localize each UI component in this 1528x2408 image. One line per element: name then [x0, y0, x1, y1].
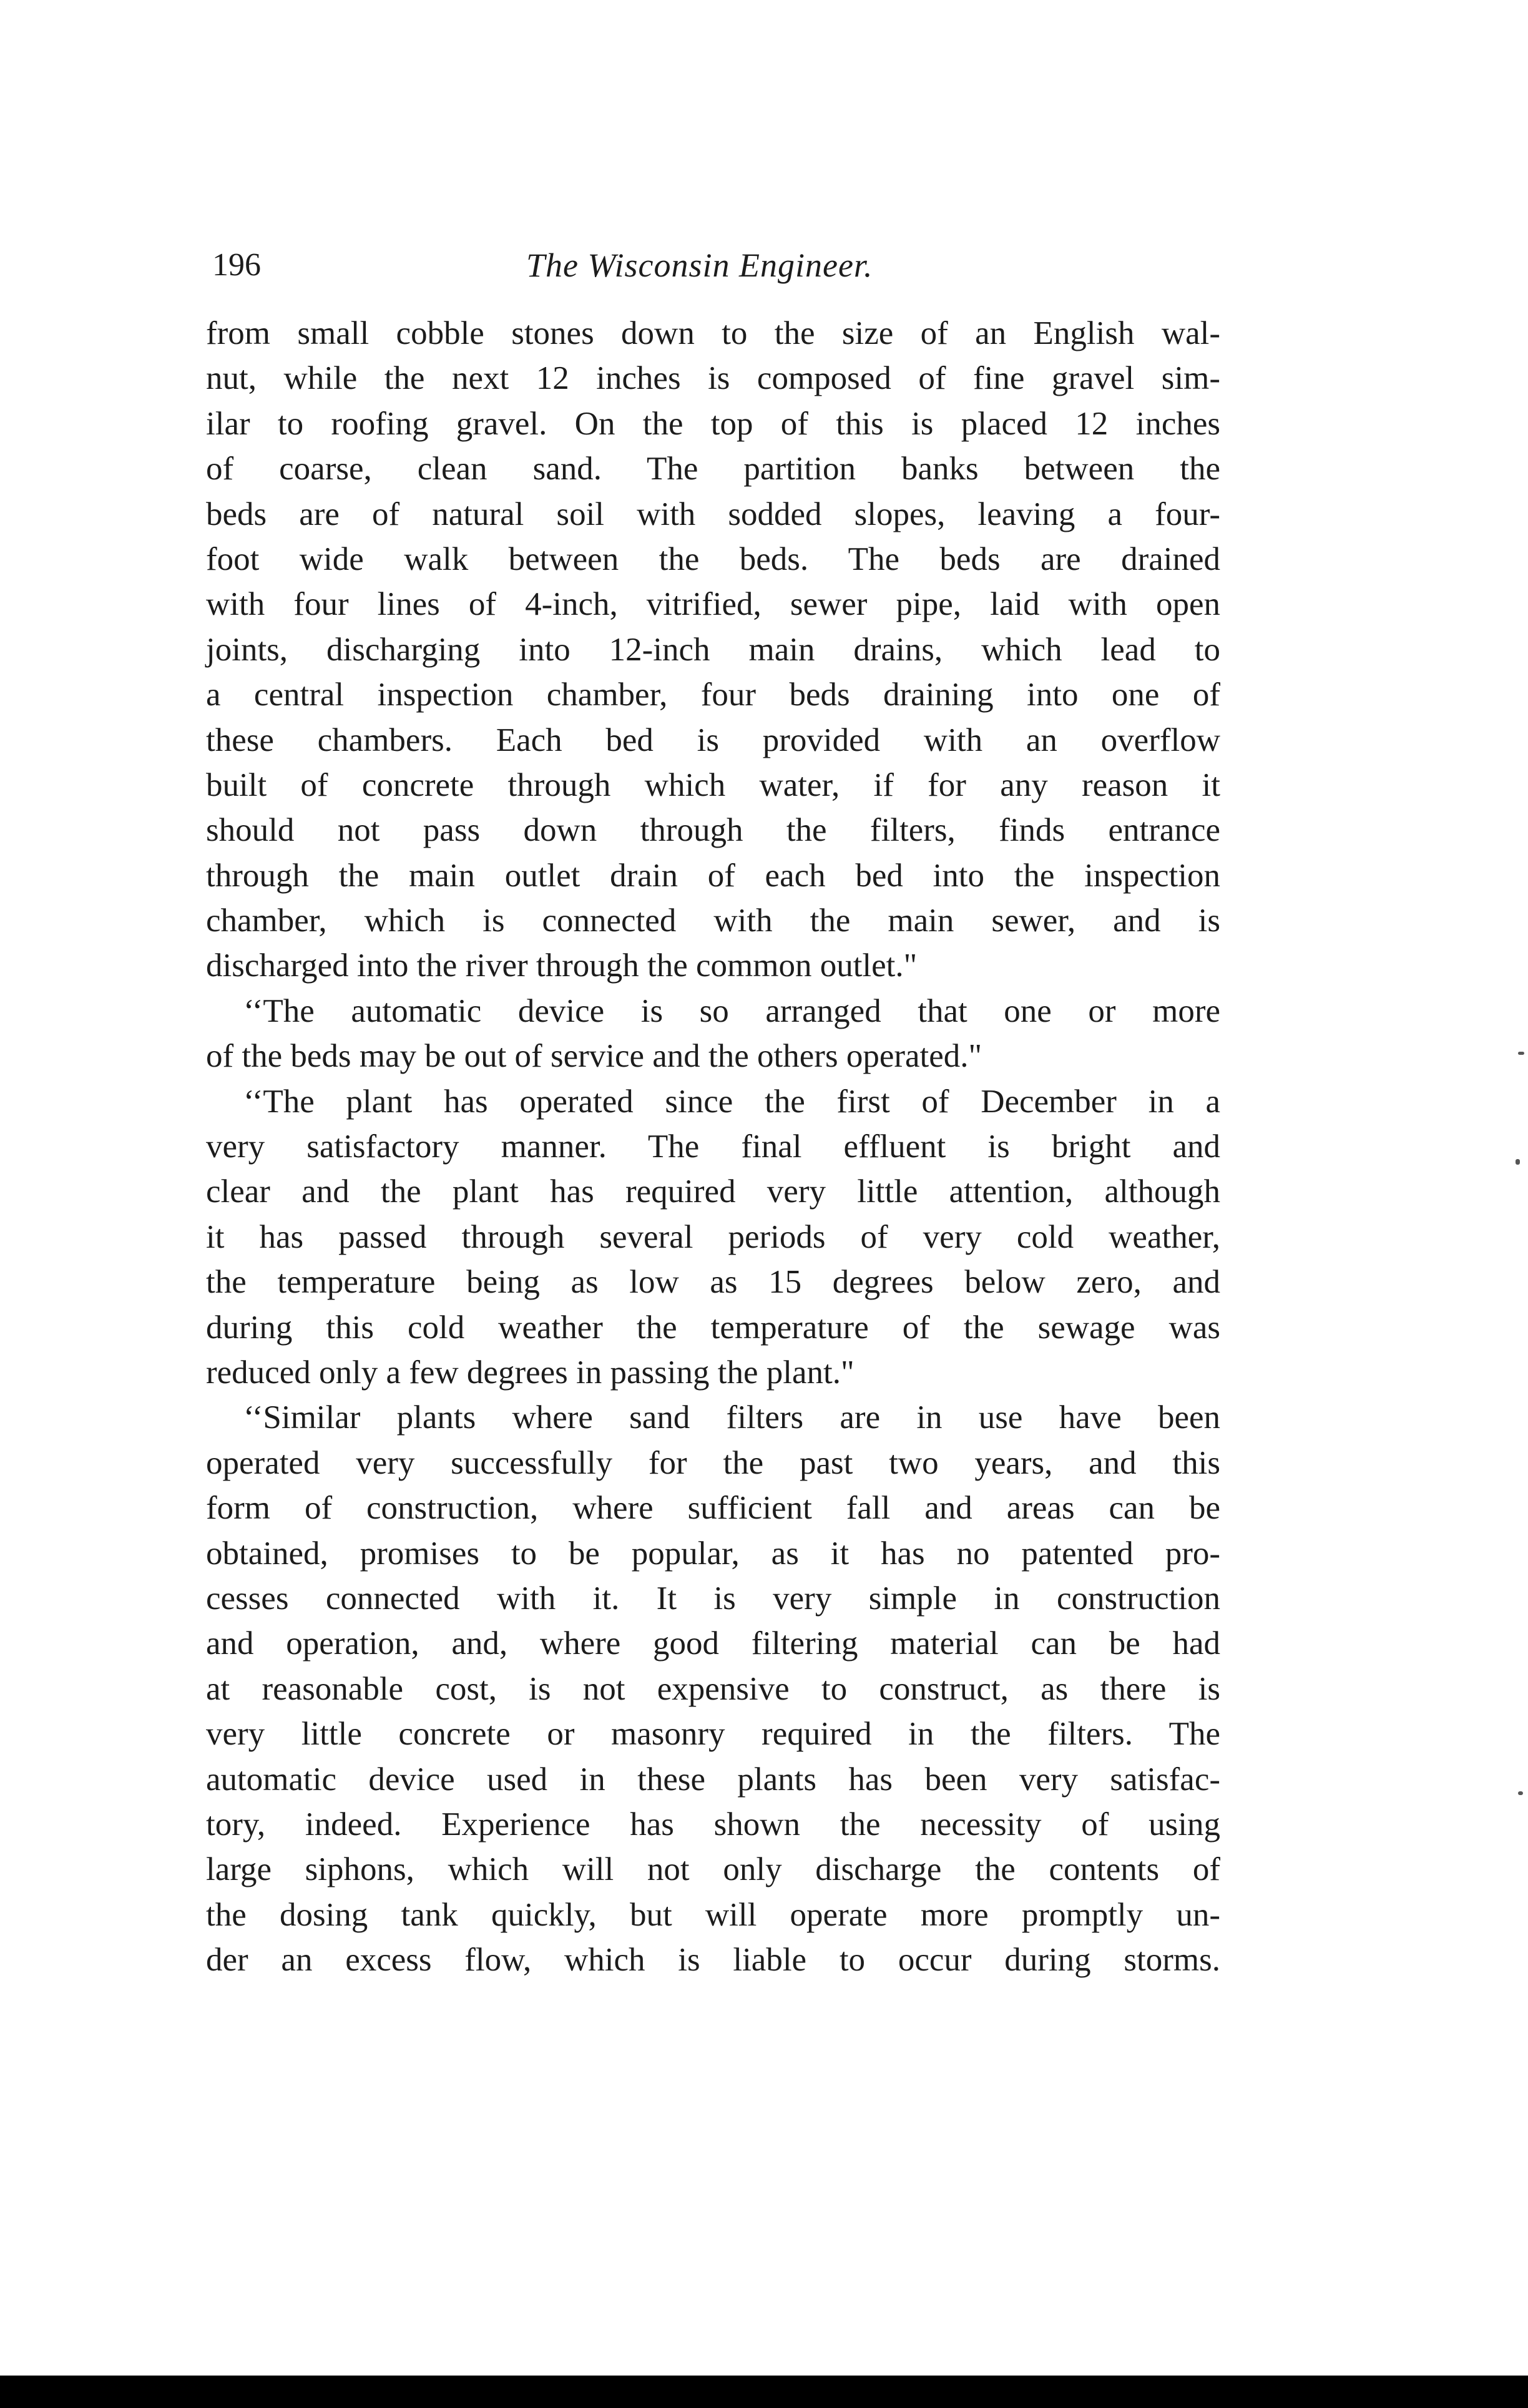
- text-line: from small cobble stones down to the size of an English wal-: [206, 315, 1220, 351]
- text-line: the dosing tank quickly, but will operate more promptly un-: [206, 1896, 1220, 1933]
- text-line: joints, discharging into 12-inch main drains, which lead to: [206, 631, 1220, 668]
- text-line: der an excess flow, which is liable to occur during storms.: [206, 1942, 1220, 1979]
- text-line: foot wide walk between the beds. The beds are drained: [206, 541, 1220, 577]
- text-line: of the beds may be out of service and the others operated.": [206, 1038, 982, 1075]
- paragraph-start-line: ‘‘The automatic device is so arranged that one or more: [243, 992, 1220, 1029]
- text-line: and operation, and, where good filtering material can be had: [206, 1625, 1220, 1662]
- text-line: a central inspection chamber, four beds draining into one of: [206, 677, 1220, 713]
- text-line: obtained, promises to be popular, as it has no patented pro-: [206, 1535, 1220, 1572]
- text-line: of coarse, clean sand. The partition banks between the: [206, 451, 1220, 487]
- text-line: large siphons, which will not only discharge the contents of: [206, 1851, 1220, 1888]
- text-line: the temperature being as low as 15 degrees below zero, and: [206, 1264, 1220, 1301]
- text-line: at reasonable cost, is not expensive to construct, as there is: [206, 1670, 1220, 1707]
- text-line: chamber, which is connected with the main sewer, and is: [206, 903, 1220, 939]
- body-text: [206, 311, 1220, 1982]
- text-line: very satisfactory manner. The final effluent is bright and: [206, 1128, 1220, 1165]
- text-line: nut, while the next 12 inches is composed of fine gravel sim-: [206, 360, 1220, 397]
- text-line: automatic device used in these plants has been very satisfac-: [206, 1761, 1220, 1798]
- text-line: during this cold weather the temperature of the sewage was: [206, 1309, 1220, 1346]
- text-line: ilar to roofing gravel. On the top of this is placed 12 inches: [206, 405, 1220, 442]
- text-line: beds are of natural soil with sodded slopes, leaving a four-: [206, 496, 1220, 532]
- running-head: The Wisconsin Engineer.: [526, 247, 873, 284]
- text-line: built of concrete through which water, if for any reason it: [206, 766, 1220, 803]
- text-line: reduced only a few degrees in passing the plant.": [206, 1354, 855, 1391]
- text-line: operated very successfully for the past two years, and this: [206, 1444, 1220, 1481]
- text-line: with four lines of 4-inch, vitrified, sewer pipe, laid with open: [206, 586, 1220, 623]
- text-line: through the main outlet drain of each bed into the inspection: [206, 857, 1220, 894]
- text-line: tory, indeed. Experience has shown the necessity of using: [206, 1806, 1220, 1843]
- text-line: form of construction, where sufficient fall and areas can be: [206, 1490, 1220, 1527]
- page-header: [212, 240, 1223, 290]
- scan-speck: [1518, 1052, 1524, 1055]
- page-number: 196: [212, 247, 261, 283]
- text-line: cesses connected with it. It is very simple in construction: [206, 1580, 1220, 1617]
- scan-speck: [1516, 1159, 1520, 1165]
- scan-border-bottom: [0, 2376, 1528, 2408]
- text-line: discharged into the river through the common outlet.": [206, 947, 918, 984]
- text-line: very little concrete or masonry required in the filters. The: [206, 1716, 1220, 1753]
- text-line: these chambers. Each bed is provided with an overflow: [206, 722, 1220, 758]
- text-line: should not pass down through the filters, finds entrance: [206, 812, 1220, 849]
- text-line: clear and the plant has required very little attention, although: [206, 1173, 1220, 1210]
- paragraph-start-line: ‘‘The plant has operated since the first of December in a: [243, 1083, 1220, 1120]
- paragraph-start-line: ‘‘Similar plants where sand filters are in use have been: [243, 1399, 1220, 1436]
- scan-speck: [1518, 1791, 1523, 1795]
- text-line: it has passed through several periods of very cold weather,: [206, 1218, 1220, 1255]
